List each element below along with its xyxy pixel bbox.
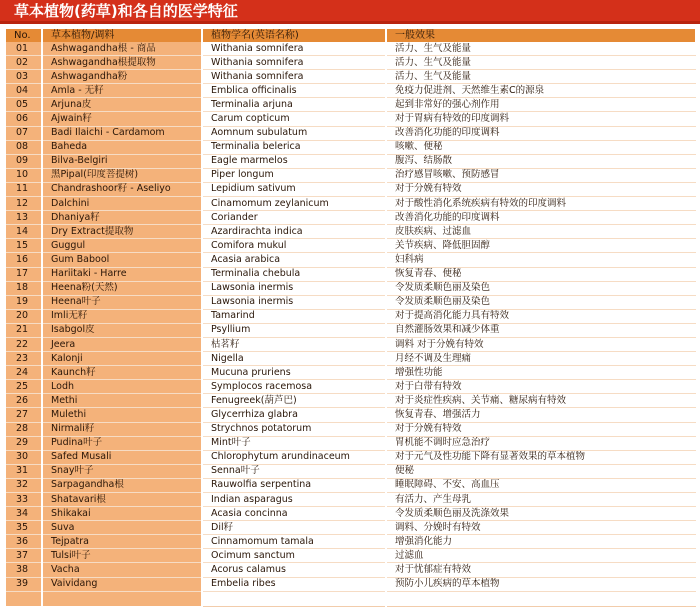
botanical-name: Emblica officinalis	[202, 84, 386, 98]
botanical-name: Cinamomum zeylanicum	[202, 197, 386, 211]
empty-cell	[202, 591, 386, 606]
botanical-name: Indian asparagus	[202, 493, 386, 507]
empty-cell	[6, 591, 42, 606]
table-row	[6, 112, 696, 126]
effect: 预防小儿疾病的草本植物	[386, 577, 696, 591]
herb-name: Arjuna皮	[42, 98, 202, 112]
herb-name: Imli无籽	[42, 309, 202, 323]
table-row-padding	[6, 591, 696, 606]
effect: 令发质柔顺色丽及染色	[386, 295, 696, 309]
herb-name: Isabgol皮	[42, 323, 202, 337]
row-number: 27	[6, 408, 42, 422]
botanical-name: Cinnamomum tamala	[202, 535, 386, 549]
effect: 对于忧郁症有特效	[386, 563, 696, 577]
table-row	[6, 422, 696, 436]
row-number: 23	[6, 352, 42, 366]
table-row	[6, 394, 696, 408]
botanical-name: Terminalia arjuna	[202, 98, 386, 112]
effect: 关节疾病、降低胆固醇	[386, 239, 696, 253]
herb-name: Pudina叶子	[42, 436, 202, 450]
botanical-name: 枯茗籽	[202, 337, 386, 351]
table-row	[6, 549, 696, 563]
table-row	[6, 281, 696, 295]
botanical-name: Lawsonia inermis	[202, 281, 386, 295]
row-number: 29	[6, 436, 42, 450]
row-number: 15	[6, 239, 42, 253]
row-number: 30	[6, 450, 42, 464]
effect: 增强性功能	[386, 366, 696, 380]
row-number: 32	[6, 478, 42, 492]
effect: 增强消化能力	[386, 535, 696, 549]
table-row	[6, 577, 696, 591]
effect: 改善消化功能的印度调料	[386, 211, 696, 225]
row-number: 05	[6, 98, 42, 112]
table-row	[6, 408, 696, 422]
herb-name: Ashwagandha根提取物	[42, 56, 202, 70]
botanical-name: Ocimum sanctum	[202, 549, 386, 563]
table-row	[6, 295, 696, 309]
table-row	[6, 211, 696, 225]
herb-name: Heena叶子	[42, 295, 202, 309]
botanical-name: Chlorophytum arundinaceum	[202, 450, 386, 464]
effect: 恢复青春、便秘	[386, 267, 696, 281]
empty-cell	[42, 591, 202, 606]
row-number: 33	[6, 493, 42, 507]
effect: 自然灌肠效果和减少体重	[386, 323, 696, 337]
table-row	[6, 493, 696, 507]
botanical-name: Tamarind	[202, 309, 386, 323]
effect: 对于酸性消化系统疾病有特效的印度调料	[386, 197, 696, 211]
botanical-name: Acasia arabica	[202, 253, 386, 267]
row-number: 02	[6, 56, 42, 70]
effect: 免疫力促进剂、天然维生素C的源泉	[386, 84, 696, 98]
effect: 睡眠障碍、不安、高血压	[386, 478, 696, 492]
effect: 便秘	[386, 464, 696, 478]
herb-name: Ashwagandha根 - 商品	[42, 42, 202, 56]
herb-name: Badi Ilaichi - Cardamom	[42, 126, 202, 140]
row-number: 25	[6, 380, 42, 394]
table-row	[6, 521, 696, 535]
row-number: 22	[6, 337, 42, 351]
botanical-name: Symplocos racemosa	[202, 380, 386, 394]
row-number: 14	[6, 225, 42, 239]
table-body	[6, 42, 696, 606]
herb-name: Kalonji	[42, 352, 202, 366]
row-number: 37	[6, 549, 42, 563]
table-row	[6, 450, 696, 464]
effect: 治疗感冒咳嗽、预防感冒	[386, 168, 696, 182]
row-number: 26	[6, 394, 42, 408]
herb-name: Kaunch籽	[42, 366, 202, 380]
botanical-name: Piper longum	[202, 168, 386, 182]
effect: 活力、生气及能量	[386, 56, 696, 70]
botanical-name: Rauwolfia serpentina	[202, 478, 386, 492]
table-row	[6, 337, 696, 351]
empty-cell	[386, 591, 696, 606]
herb-name: Sarpagandha根	[42, 478, 202, 492]
table-row	[6, 239, 696, 253]
herb-name: Mulethi	[42, 408, 202, 422]
table-row	[6, 225, 696, 239]
column-header-botanical-name: 植物学名(英语名称)	[202, 29, 386, 42]
table-row	[6, 42, 696, 56]
table-header-row	[6, 29, 696, 42]
herb-name: Dry Extract提取物	[42, 225, 202, 239]
row-number: 12	[6, 197, 42, 211]
herb-name: Baheda	[42, 140, 202, 154]
table-row	[6, 507, 696, 521]
table-row	[6, 464, 696, 478]
herb-name: Heena粉(天然)	[42, 281, 202, 295]
row-number: 34	[6, 507, 42, 521]
botanical-name: Mint叶子	[202, 436, 386, 450]
botanical-name: Comifora mukul	[202, 239, 386, 253]
row-number: 03	[6, 70, 42, 84]
table-row	[6, 535, 696, 549]
table-row	[6, 323, 696, 337]
botanical-name: Withania somnifera	[202, 56, 386, 70]
botanical-name: Strychnos potatorum	[202, 422, 386, 436]
table-row	[6, 436, 696, 450]
herb-name: Amla - 无籽	[42, 84, 202, 98]
herb-name: Shatavari根	[42, 493, 202, 507]
effect: 改善消化功能的印度调料	[386, 126, 696, 140]
effect: 妇科病	[386, 253, 696, 267]
row-number: 24	[6, 366, 42, 380]
effect: 皮肤疾病、过滤血	[386, 225, 696, 239]
effect: 咳嗽、便秘	[386, 140, 696, 154]
herb-name: Dalchini	[42, 197, 202, 211]
botanical-name: Lepidium sativum	[202, 182, 386, 196]
table-row	[6, 56, 696, 70]
table-row	[6, 563, 696, 577]
herb-name: Nirmali籽	[42, 422, 202, 436]
effect: 恢复青春、增强活力	[386, 408, 696, 422]
row-number: 36	[6, 535, 42, 549]
page-title: 草本植物(药草)和各自的医学特征	[14, 2, 238, 20]
table-row	[6, 380, 696, 394]
herb-name: Suva	[42, 521, 202, 535]
effect: 活力、生气及能量	[386, 42, 696, 56]
row-number: 10	[6, 168, 42, 182]
row-number: 17	[6, 267, 42, 281]
effect: 腹泻、结肠散	[386, 154, 696, 168]
botanical-name: Senna叶子	[202, 464, 386, 478]
herb-name: Chandrashoor籽 - Aseliyo	[42, 182, 202, 196]
row-number: 13	[6, 211, 42, 225]
table-row	[6, 253, 696, 267]
botanical-name: Terminalia chebula	[202, 267, 386, 281]
botanical-name: Terminalia belerica	[202, 140, 386, 154]
effect: 对于分娩有特效	[386, 182, 696, 196]
herb-name: Safed Musali	[42, 450, 202, 464]
table-row	[6, 366, 696, 380]
table-row	[6, 126, 696, 140]
herb-table	[6, 29, 697, 607]
row-number: 07	[6, 126, 42, 140]
botanical-name: Eagle marmelos	[202, 154, 386, 168]
botanical-name: Nigella	[202, 352, 386, 366]
title-bar	[0, 0, 700, 24]
column-header-no: No.	[6, 29, 42, 42]
botanical-name: Fenugreek(葫芦巴)	[202, 394, 386, 408]
herb-name: Lodh	[42, 380, 202, 394]
herb-name: Snay叶子	[42, 464, 202, 478]
row-number: 19	[6, 295, 42, 309]
effect: 令发质柔顺色丽及染色	[386, 281, 696, 295]
effect: 月经不调及生理痛	[386, 352, 696, 366]
botanical-name: Azardirachta indica	[202, 225, 386, 239]
table-row	[6, 309, 696, 323]
row-number: 04	[6, 84, 42, 98]
herb-name: Tulsi叶子	[42, 549, 202, 563]
effect: 对于元气及性功能下降有显著效果的草本植物	[386, 450, 696, 464]
herb-name: Dhaniya籽	[42, 211, 202, 225]
table-row	[6, 140, 696, 154]
botanical-name: Mucuna pruriens	[202, 366, 386, 380]
row-number: 20	[6, 309, 42, 323]
herb-name: Vacha	[42, 563, 202, 577]
herb-name: Gum Babool	[42, 253, 202, 267]
effect: 对于白带有特效	[386, 380, 696, 394]
botanical-name: Psyllium	[202, 323, 386, 337]
herb-name: Ajwain籽	[42, 112, 202, 126]
botanical-name: Withania somnifera	[202, 42, 386, 56]
botanical-name: Acasia concinna	[202, 507, 386, 521]
column-header-effect: 一般效果	[386, 29, 696, 42]
row-number: 38	[6, 563, 42, 577]
effect: 活力、生气及能量	[386, 70, 696, 84]
table-row	[6, 84, 696, 98]
herb-name: Methi	[42, 394, 202, 408]
effect: 起到非常好的强心剂作用	[386, 98, 696, 112]
row-number: 18	[6, 281, 42, 295]
row-number: 31	[6, 464, 42, 478]
botanical-name: Glycerrhiza glabra	[202, 408, 386, 422]
table-row	[6, 70, 696, 84]
effect: 有活力、产生母乳	[386, 493, 696, 507]
table-row	[6, 267, 696, 281]
table-row	[6, 98, 696, 112]
row-number: 06	[6, 112, 42, 126]
effect: 令发质柔顺色丽及洗涤效果	[386, 507, 696, 521]
botanical-name: Withania somnifera	[202, 70, 386, 84]
herb-name: Bilva-Belgiri	[42, 154, 202, 168]
herb-name: Jeera	[42, 337, 202, 351]
effect: 胃机能不调时应急治疗	[386, 436, 696, 450]
effect: 调料、分娩时有特效	[386, 521, 696, 535]
table-row	[6, 352, 696, 366]
effect: 对于炎症性疾病、关节痛、糖尿病有特效	[386, 394, 696, 408]
row-number: 08	[6, 140, 42, 154]
column-header-herb: 草本植物/调料	[42, 29, 202, 42]
herb-name: Guggul	[42, 239, 202, 253]
effect: 过滤血	[386, 549, 696, 563]
row-number: 35	[6, 521, 42, 535]
row-number: 16	[6, 253, 42, 267]
herb-name: Tejpatra	[42, 535, 202, 549]
row-number: 21	[6, 323, 42, 337]
botanical-name: Coriander	[202, 211, 386, 225]
botanical-name: Lawsonia inermis	[202, 295, 386, 309]
effect: 对于胃病有特效的印度调料	[386, 112, 696, 126]
row-number: 09	[6, 154, 42, 168]
row-number: 39	[6, 577, 42, 591]
botanical-name: Dil籽	[202, 521, 386, 535]
botanical-name: Acorus calamus	[202, 563, 386, 577]
row-number: 01	[6, 42, 42, 56]
herb-name: Shikakai	[42, 507, 202, 521]
botanical-name: Carum copticum	[202, 112, 386, 126]
effect: 调料 对于分娩有特效	[386, 337, 696, 351]
botanical-name: Embelia ribes	[202, 577, 386, 591]
effect: 对于分娩有特效	[386, 422, 696, 436]
table-row	[6, 182, 696, 196]
herb-name: Ashwagandha粉	[42, 70, 202, 84]
table-row	[6, 168, 696, 182]
row-number: 11	[6, 182, 42, 196]
herb-name: 黑Pipal(印度菩提树)	[42, 168, 202, 182]
row-number: 28	[6, 422, 42, 436]
effect: 对于提高消化能力具有特效	[386, 309, 696, 323]
herb-name: Vaividang	[42, 577, 202, 591]
table-row	[6, 154, 696, 168]
herb-name: Hariitaki - Harre	[42, 267, 202, 281]
botanical-name: Aomnum subulatum	[202, 126, 386, 140]
table-row	[6, 197, 696, 211]
table-row	[6, 478, 696, 492]
